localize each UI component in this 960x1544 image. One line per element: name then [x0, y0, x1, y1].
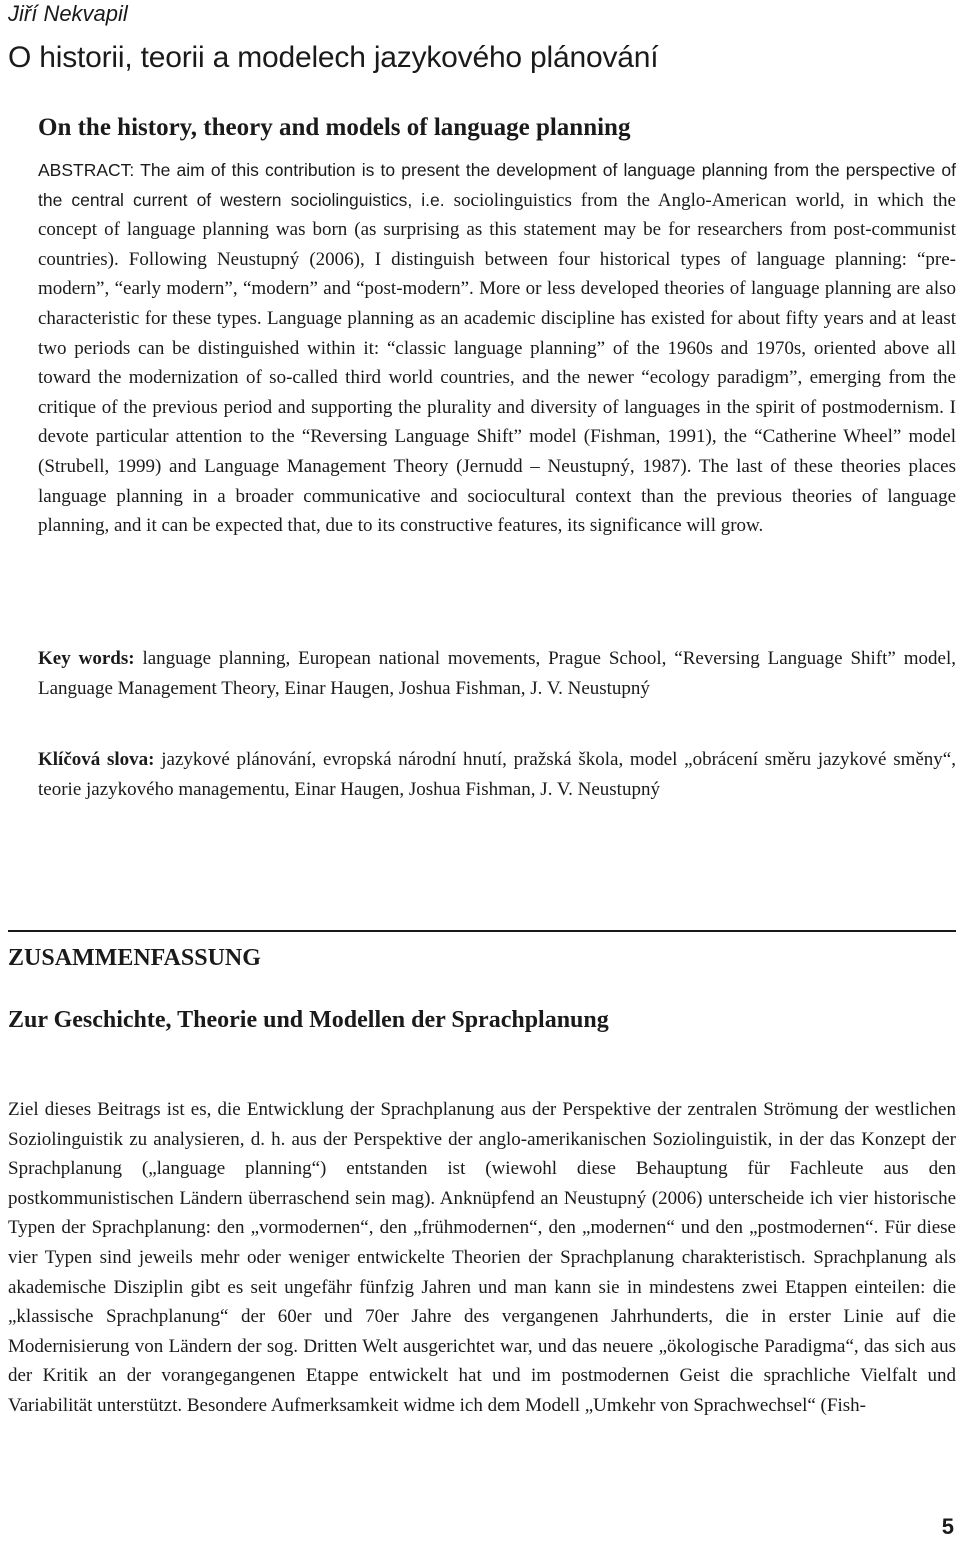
- czech-keywords: [38, 745, 956, 804]
- abstract-label: ABSTRACT:: [38, 160, 135, 180]
- abstract-text: sociolinguistics from the Anglo-American world, in which the concept of language planning was born (as surprising as this statement may be for researchers from post-communist countries). Following Neustupný (2006), I distinguish between four historical types of language planning: “pre-modern”, “early modern”, “modern” and “post-modern”. More or less developed theories of language planning are also characteristic for these types. Language planning as an academic discipline has existed for about fifty years and at least two periods can be distinguished within it: “classic language planning” of the 1960s and 1970s, oriented above all toward the modernization of so-called third world countries, and the newer “ecology paradigm”, emerging from the critique of the previous period and supporting the plurality and diversity of languages in the spirit of postmodernism. I devote particular attention to the “Reversing Language Shift” model (Fishman, 1991), the “Catherine Wheel” model (Strubell, 1999) and Language Management Theory (Jernudd – Neustupný, 1987). The last of these theories places language planning in a broader communicative and sociocultural context than the previous theories of language planning, and it can be expected that, due to its constructive features, its significance will grow.: [38, 189, 956, 537]
- section-divider: [8, 930, 956, 932]
- czech-keywords-text: jazykové plánování, evropská národní hnutí, pražská škola, model „obrácení směru jazykové směny“, teorie jazykového managementu, Einar Haugen, Joshua Fishman, J. V. Neustupný: [38, 749, 956, 800]
- english-title: On the history, theory and models of language planning: [38, 114, 631, 141]
- page-number: 5: [941, 1514, 954, 1539]
- keywords-label: Key words:: [38, 648, 135, 669]
- article-title: O historii, teorii a modelech jazykového plánování: [8, 41, 659, 74]
- german-summary-body: Ziel dieses Beitrags ist es, die Entwicklung der Sprachplanung aus der Perspektive der zentralen Strömung der westlichen Soziolinguistik zu analysieren, d. h. aus der Perspektive der anglo-amerikanischen Soziolinguistik, in der das Konzept der Sprachplanung („language planning“) entstanden ist (wiewohl diese Behauptung für Fachleute aus den postkommunistischen Ländern überraschend sein mag). Anknüpfend an Neustupný (2006) unterscheide ich vier historische Typen der Sprachplanung: den „vormodernen“, den „frühmodernen“, den „modernen“ und den „postmodernen“. Für diese vier Typen sind jeweils mehr oder weniger entwickelte Theorien der Sprachplanung charakteristisch. Sprachplanung als akademische Disziplin gibt es seit ungefähr fünfzig Jahren und man kann sie in mindestens zwei Etappen einteilen: die „klassische Sprachplanung“ der 60er und 70er Jahre des vergangenen Jahrhunderts, die in erster Linie auf die Modernisierung von Ländern der sog. Dritten Welt ausgerichtet war, und das neuere „ökologische Paradigma“, das sich aus der Kritik an der vorangegangenen Etappe entwickelt hat und im postmodernen Geist die sprachliche Vielfalt und Variabilität unterstützt. Besondere Aufmerksamkeit widme ich dem Modell „Umkehr von Sprachwechsel“ (Fish-: [8, 1099, 956, 1416]
- author-name: Jiří Nekvapil: [8, 1, 128, 26]
- czech-keywords-label: Klíčová slova:: [38, 749, 155, 770]
- german-summary-heading: ZUSAMMENFASSUNG: [8, 945, 261, 971]
- german-title: Zur Geschichte, Theorie und Modellen der Sprachplanung: [8, 1007, 609, 1033]
- abstract-text-lead: The aim of this contribution is to present the development of language planning from the perspective of the central current of western sociolinguistics, i.e.: [38, 160, 956, 210]
- keywords-text: language planning, European national movements, Prague School, “Reversing Language Shift” model, Language Management Theory, Einar Haugen, Joshua Fishman, J. V. Neustupný: [38, 648, 956, 699]
- english-abstract: [38, 156, 956, 541]
- english-keywords: [38, 644, 956, 703]
